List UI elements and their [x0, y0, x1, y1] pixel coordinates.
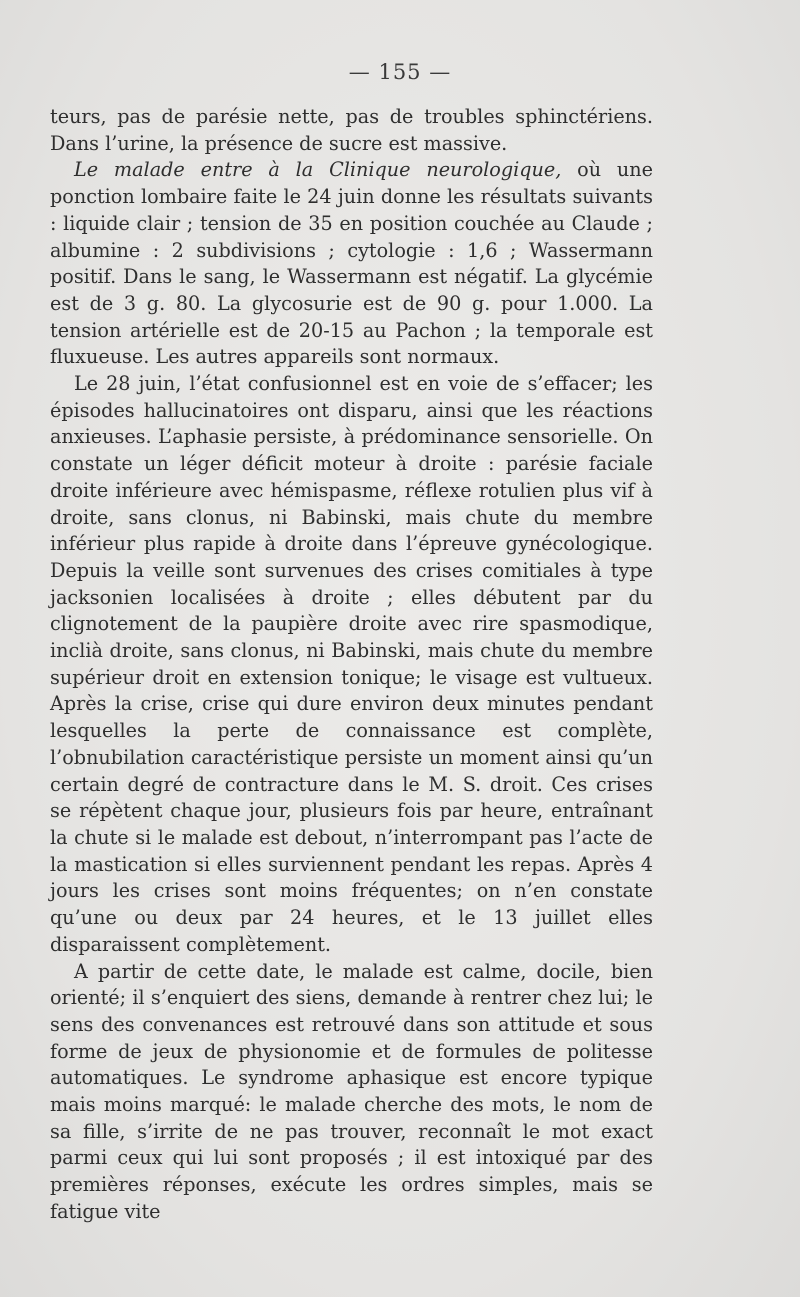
paragraph-3-text: Le 28 juin, l’état confusionnel est en voie de s’effacer; les épisodes hallucinatoires ont disparu, ainsi que les réactions anxieuses. L’aphasie persiste, à prédominance sensorielle. On constate un léger déficit moteur à droite : parésie faciale droite inférieure avec hémispasme, réflexe rotulien plus vif à droite, sans clonus, ni Babinski, mais chute du membre inférieur plus rapide à droite dans l’épreuve gynécologique. Depuis la veille sont survenues des crises comitiales à type jacksonien localisées à droite ; elles débutent par du clignotement de la paupière droite avec rire spasmodique, inclià droite, sans clonus, ni Babinski, mais chute du membre supérieur droit en extension tonique; le visage est vultueux. Après la crise, crise qui dure environ deux minutes pendant lesquelles la perte de connaissance est complète, l’obnubilation caractéristique persiste un moment ainsi qu’un certain degré de contracture dans le M. S. droit. Ces crises se répètent chaque jour, plusieurs fois par heure, entraînant la chute si le malade est debout, n’interrompant pas l’acte de la mastication si elles surviennent pendant les repas. Après 4 jours les crises sont moins fréquentes; on n’en constate qu’une ou deux par 24 heures, et le 13 juillet elles disparaissent complètement. [50, 372, 653, 956]
paragraph-2-italic-lead: Le malade entre à la Clinique neurologique, [74, 158, 562, 182]
paragraph-2 [50, 157, 653, 371]
body-text [50, 104, 653, 1226]
paragraph-4 [50, 959, 653, 1226]
page-number: — 155 — [348, 60, 452, 84]
paragraph-3 [50, 371, 653, 958]
paragraph-1-text: teurs, pas de parésie nette, pas de troubles sphinctériens. Dans l’urine, la présence de sucre est massive. [50, 105, 653, 155]
paragraph-4-text: A partir de cette date, le malade est calme, docile, bien orienté; il s’enquiert des siens, demande à rentrer chez lui; le sens des convenances est retrouvé dans son attitude et sous forme de jeux de physionomie et de formules de politesse automatiques. Le syndrome aphasique est encore typique mais moins marqué: le malade cherche des mots, le nom de sa fille, s’irrite de ne pas trouver, reconnaît le mot exact parmi ceux qui lui sont proposés ; il est intoxiqué par des premières réponses, exécute les ordres simples, mais se fatigue vite [50, 959, 653, 1223]
paragraph-1 [50, 104, 653, 157]
paragraph-2-text: où une ponction lombaire faite le 24 juin donne les résultats suivants : liquide clair ; tension de 35 en position couchée au Claude ; albumine : 2 subdivisions ; cytologie : 1,6 ; Wassermann positif. Dans le sang, le Wassermann est négatif. La glycémie est de 3 g. 80. La glycosurie est de 90 g. pour 1.000. La tension artérielle est de 20-15 au Pachon ; la temporale est fluxueuse. Les autres appareils sont normaux. [50, 158, 653, 369]
